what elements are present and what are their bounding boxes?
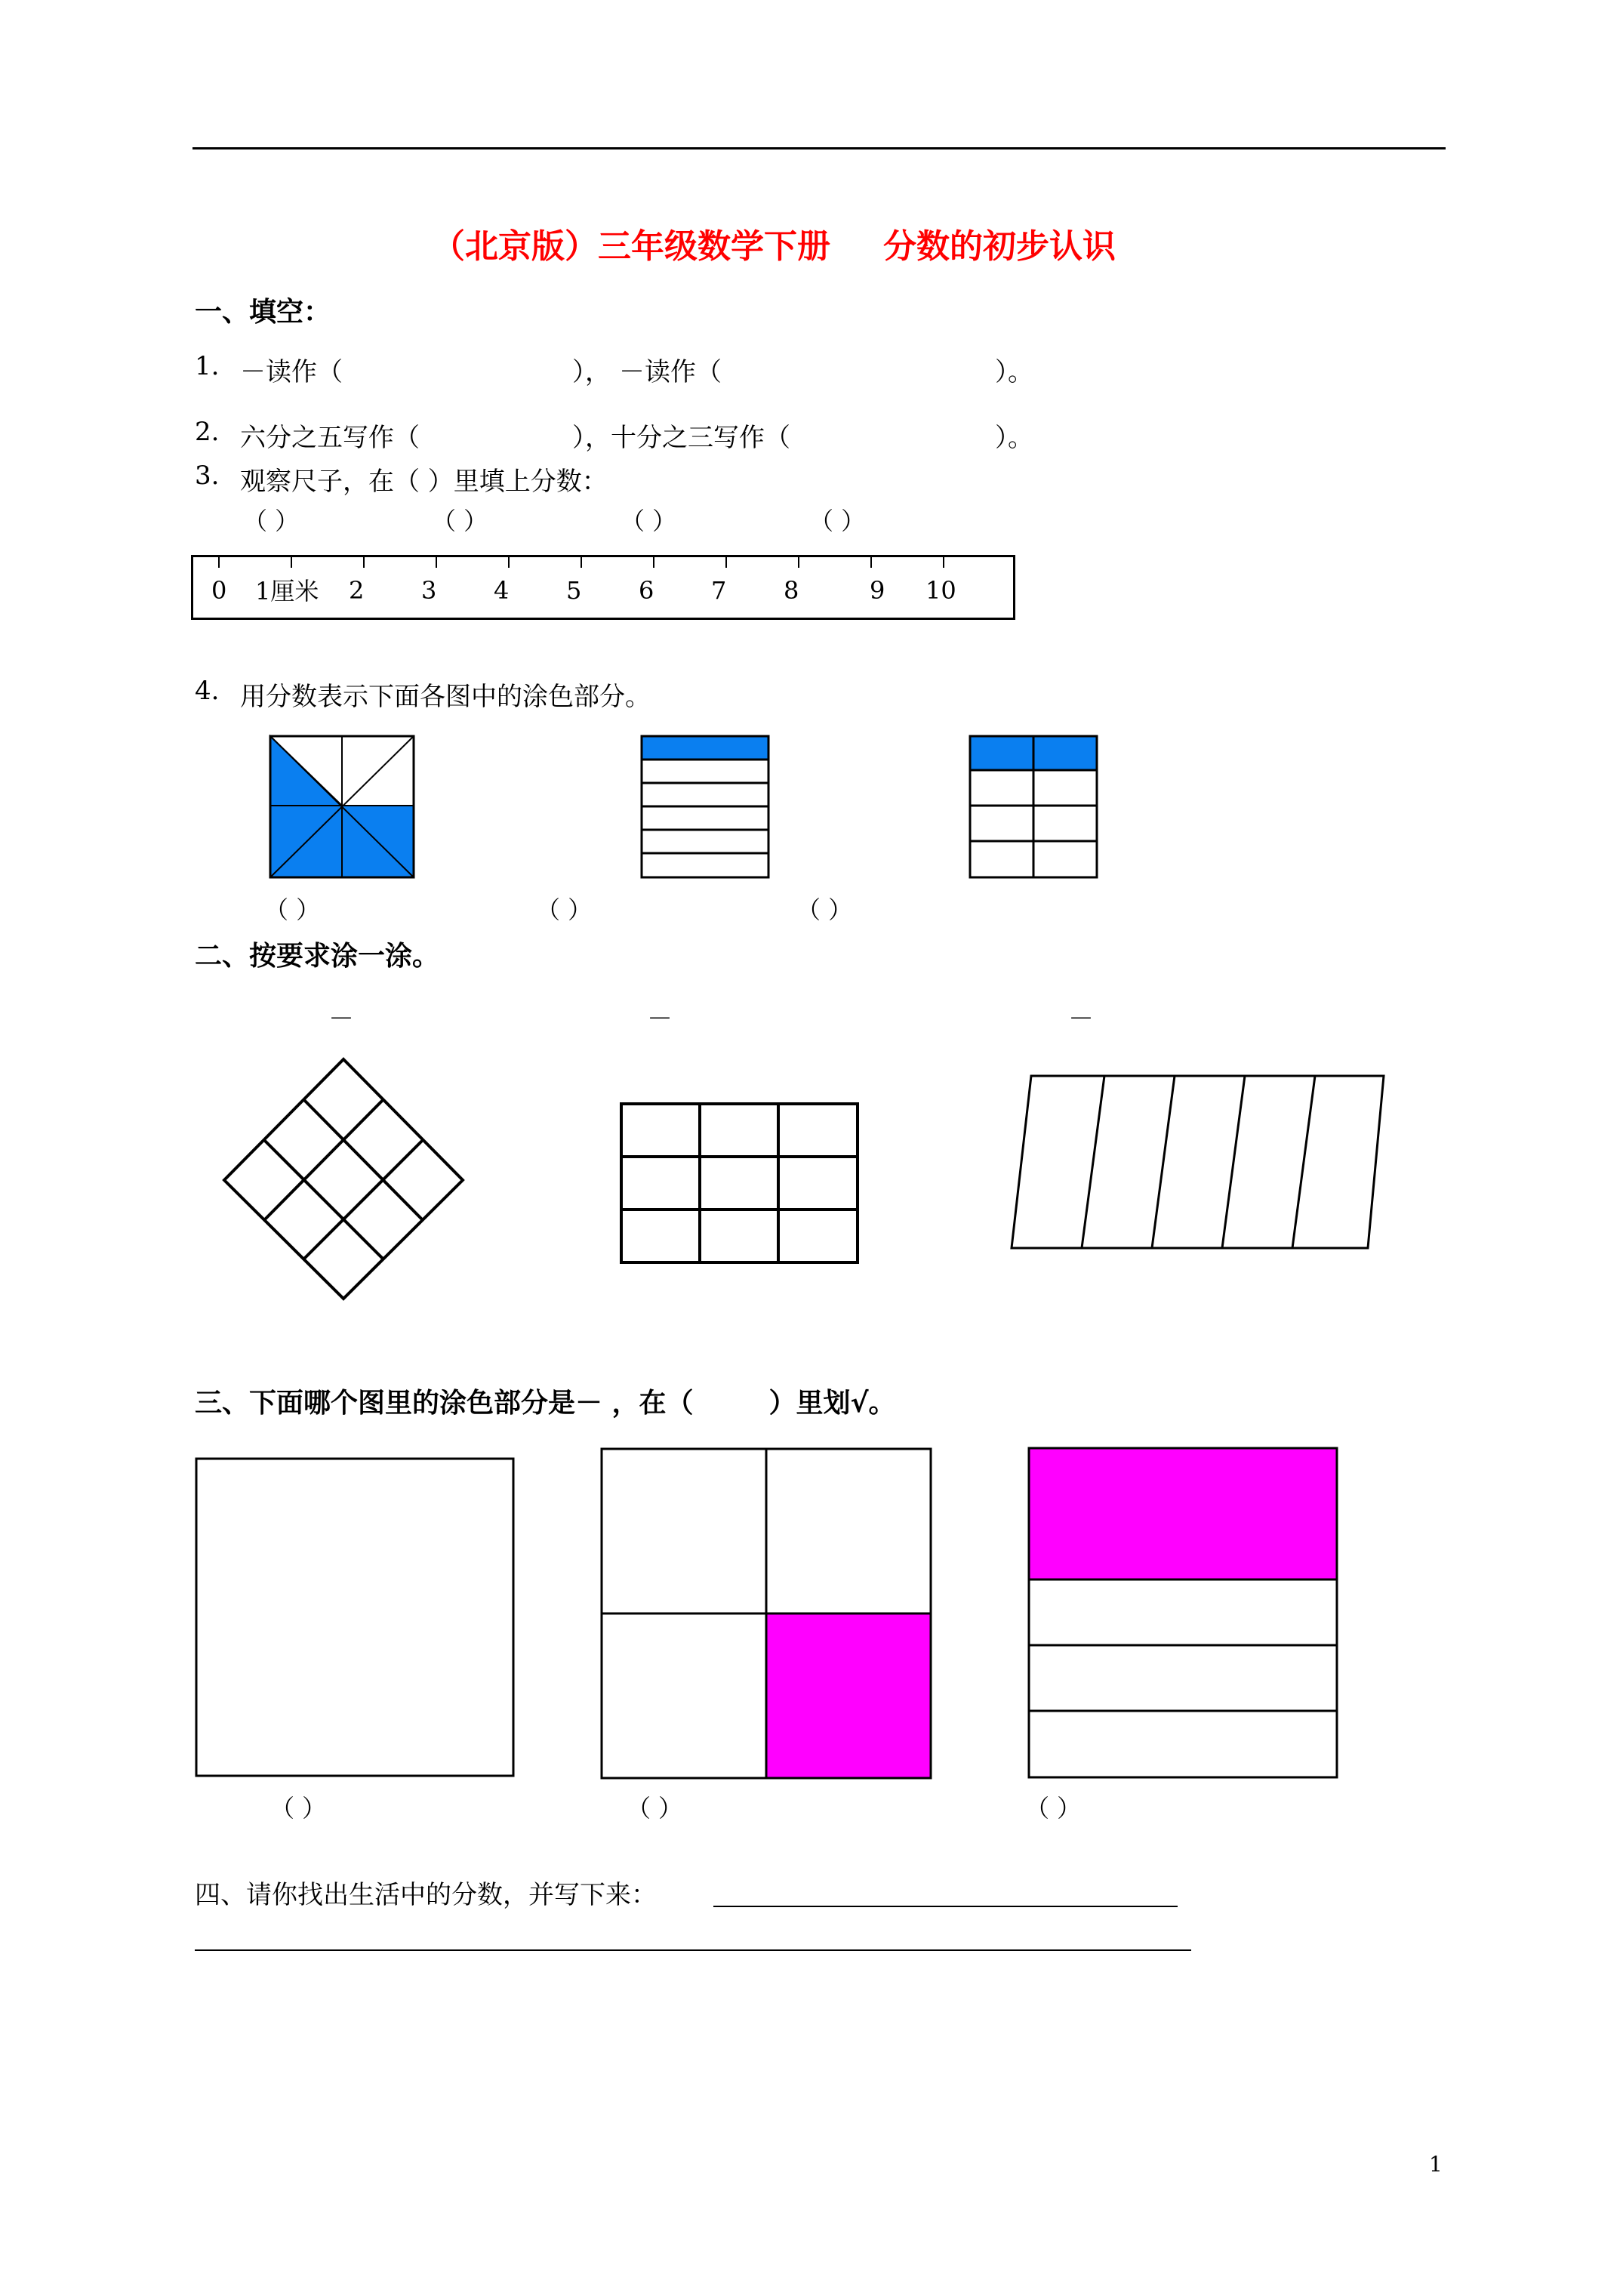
section1-heading: 一、填空： (195, 297, 331, 328)
section3-paren-3: （ ） (1025, 1794, 1082, 1823)
q3-number: 3. (195, 461, 220, 491)
ruler-label: 4 (494, 576, 510, 605)
ruler-label: 1厘米 (255, 577, 319, 606)
q3-text: 观察尺子，在（ ）里填上分数： (240, 467, 608, 497)
q2-close-a: ），十分之三写作（ (572, 423, 790, 453)
ruler-paren-3: （ ） (621, 507, 677, 535)
q1-text-b: －读作（ (619, 357, 722, 387)
ruler-paren-2: （ ） (432, 507, 488, 535)
fraction-mark-3: － (1068, 1004, 1094, 1034)
section3-heading-a: 三、下面哪个图里的涂色部分是－ ，在（ (195, 1388, 694, 1419)
q4-number: 4. (195, 676, 220, 706)
q4-paren-3: （ ） (796, 895, 853, 924)
ruler-label: 2 (349, 576, 365, 605)
q2-number: 2. (195, 417, 220, 447)
section2-heading: 二、按要求涂一涂。 (195, 941, 440, 972)
section4-heading: 四、请你找出生活中的分数，并写下来： (195, 1880, 657, 1910)
quad-square (602, 1449, 931, 1778)
ruler-label: 6 (639, 576, 654, 605)
page-number: 1 (1429, 2152, 1443, 2177)
section3-heading-b: ）里划√。 (768, 1388, 896, 1419)
ruler-label: 10 (925, 576, 956, 605)
q2-close-b: ）。 (995, 423, 1033, 453)
fraction-mark-2: － (647, 1004, 673, 1034)
q1-close-b: ）。 (995, 357, 1033, 387)
answer-line-1 (713, 1906, 1178, 1907)
q1-close-a: ）， (572, 357, 611, 387)
shaded-strip-top (1029, 1448, 1337, 1579)
q2-text-a: 六分之五写作（ (240, 423, 420, 453)
ruler-label: 0 (211, 576, 227, 605)
answer-line-2 (195, 1949, 1191, 1951)
shaded-quarter (766, 1613, 931, 1778)
q4-paren-1: （ ） (264, 895, 321, 924)
ruler-label: 3 (421, 576, 437, 605)
ruler-label: 8 (784, 576, 799, 605)
fraction-mark-1: － (328, 1004, 354, 1034)
strip-square (1029, 1448, 1337, 1777)
q1-text-a: －读作（ (240, 357, 343, 387)
ruler-label: 5 (566, 576, 582, 605)
ruler-paren-4: （ ） (809, 507, 866, 535)
q4-text: 用分数表示下面各图中的涂色部分。 (240, 682, 651, 712)
ruler-paren-1: （ ） (243, 507, 300, 535)
plain-square-outline (196, 1459, 513, 1776)
ruler-label: 7 (711, 576, 727, 605)
plain-square (196, 1459, 513, 1776)
section3-paren-1: （ ） (270, 1794, 327, 1823)
q1-number: 1. (195, 351, 220, 381)
ruler-label: 9 (870, 576, 885, 605)
q4-paren-2: （ ） (536, 895, 593, 924)
section3-paren-2: （ ） (627, 1794, 683, 1823)
title-part1: （北京版）三年级数学下册 (432, 227, 830, 266)
title-part2: 分数的初步认识 (883, 227, 1116, 266)
